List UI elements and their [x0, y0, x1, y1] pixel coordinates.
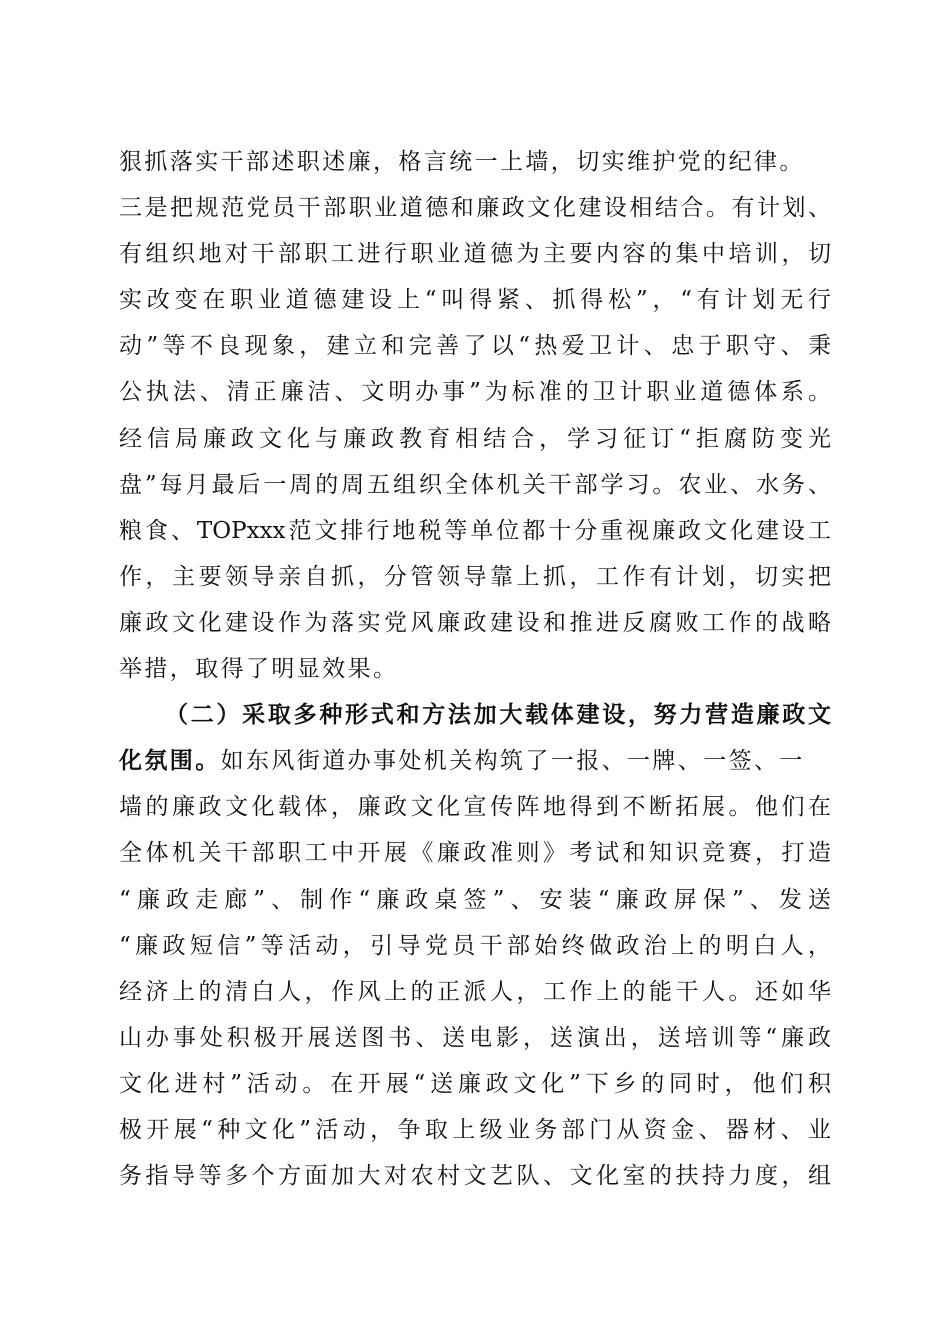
text-line-14-body: 如东风街道办事处机关构筑了一报、一牌、一签、一 [220, 748, 805, 775]
text-line-3: 有组织地对干部职工进行职业道德为主要内容的集中培训，切 [119, 241, 831, 268]
text-line-2: 三是把规范党员干部职业道德和廉政文化建设相结合。有计划、 [119, 195, 831, 222]
section-heading-line-2: 化氛围。 [119, 747, 221, 775]
text-line-9: 粮食、TOPxxx范文排行地税等单位都十分重视廉政文化建设工 [119, 517, 831, 544]
section-heading-line-1: （二）采取多种形式和方法加大载体建设，努力营造廉政文 [165, 701, 831, 729]
text-line-19: 经济上的清白人，作风上的正派人，工作上的能干人。还如华 [119, 978, 831, 1005]
text-line-17: “廉政走廊”、制作“廉政桌签”、安装“廉政屏保”、发送 [119, 886, 831, 913]
text-line-16: 全体机关干部职工中开展《廉政准则》考试和知识竞赛，打造 [119, 840, 831, 867]
text-line-21: 文化进村”活动。在开展“送廉政文化”下乡的同时，他们积 [119, 1070, 831, 1097]
text-line-5: 动”等不良现象，建立和完善了以“热爱卫计、忠于职守、秉 [119, 333, 831, 360]
text-line-12: 举措，取得了明显效果。 [119, 656, 399, 683]
text-line-1: 狠抓落实干部述职述廉，格言统一上墙，切实维护党的纪律。 [119, 149, 805, 175]
text-line-18: “廉政短信”等活动，引导党员干部始终做政治上的明白人， [119, 932, 831, 959]
text-line-11: 廉政文化建设作为落实党风廉政建设和推进反腐败工作的战略 [119, 609, 831, 636]
text-line-22: 极开展“种文化”活动，争取上级业务部门从资金、器材、业 [119, 1116, 831, 1143]
text-line-6: 公执法、清正廉洁、文明办事”为标准的卫计职业道德体系。 [119, 379, 831, 406]
text-line-20: 山办事处积极开展送图书、送电影，送演出，送培训等“廉政 [119, 1024, 831, 1051]
text-line-15: 墙的廉政文化载体，廉政文化宣传阵地得到不断拓展。他们在 [119, 794, 831, 821]
text-line-8: 盘”每月最后一周的周五组织全体机关干部学习。农业、水务、 [119, 471, 831, 498]
text-line-14 [119, 738, 831, 784]
text-line-10: 作，主要领导亲自抓，分管领导靠上抓，工作有计划，切实把 [119, 563, 831, 590]
body-text [119, 139, 831, 1199]
text-line-4: 实改变在职业道德建设上“叫得紧、抓得松”，“有计划无行 [119, 287, 831, 314]
text-line-7: 经信局廉政文化与廉政教育相结合，学习征订“拒腐防变光 [119, 425, 831, 452]
text-line-23: 务指导等多个方面加大对农村文艺队、文化室的扶持力度，组 [119, 1163, 831, 1190]
